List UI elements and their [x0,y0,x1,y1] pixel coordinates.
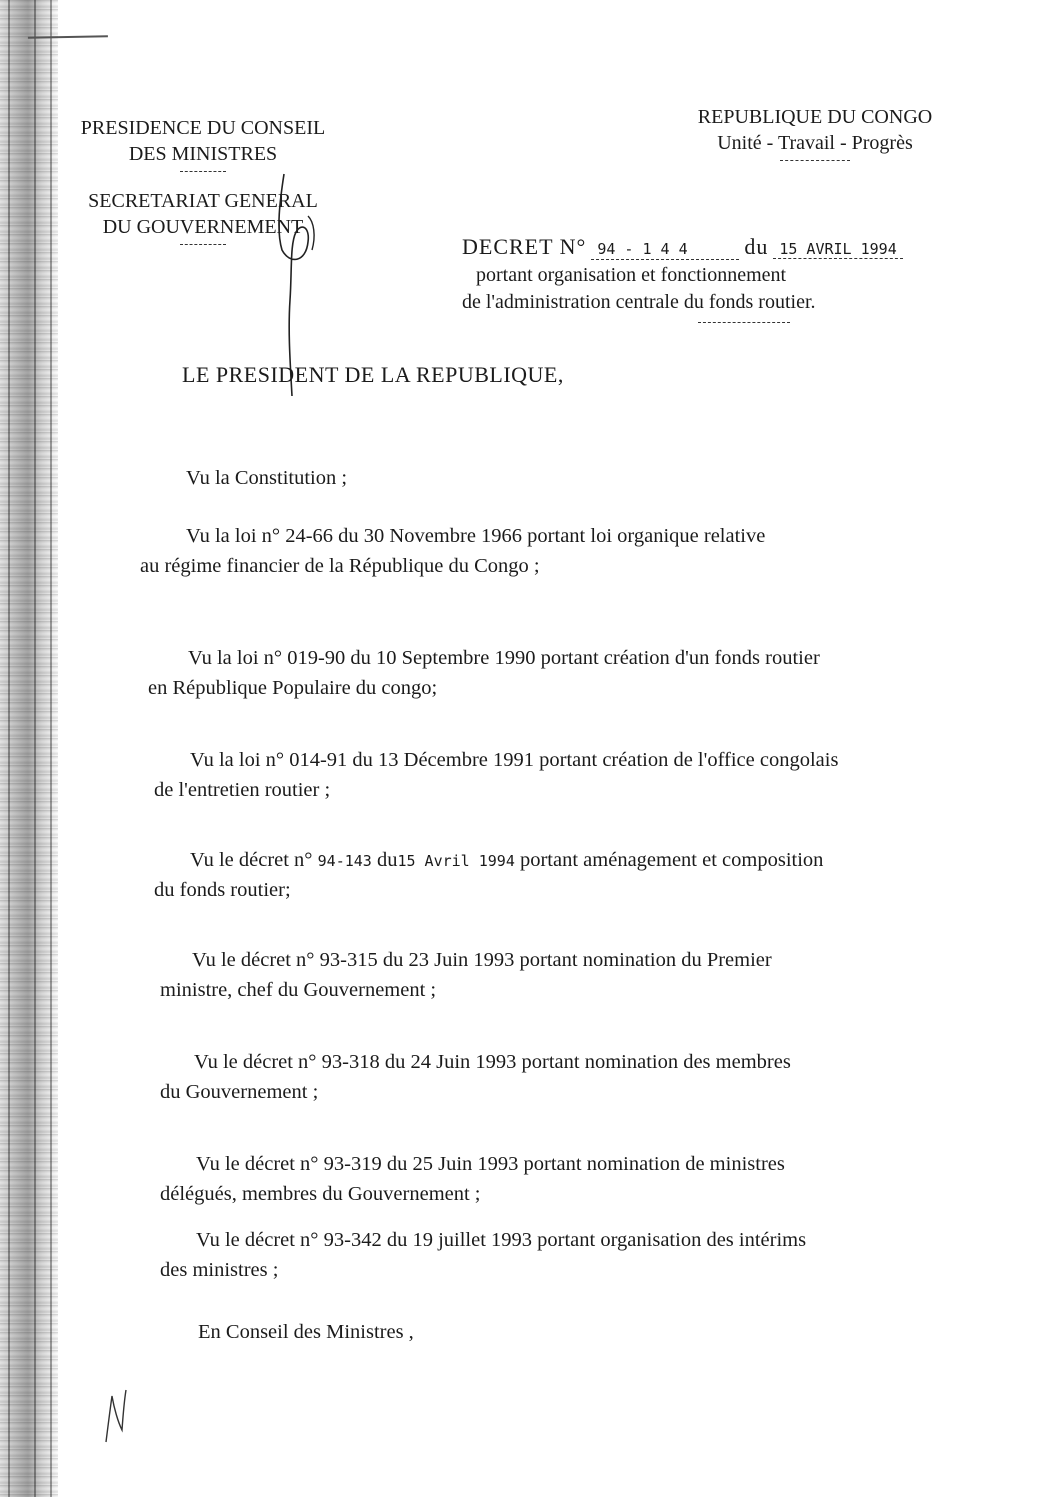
visa-line: du fonds routier; [154,878,291,901]
visa-decret-93-318 [158,1048,978,1107]
visa-line: Vu la loi n° 014-91 du 13 Décembre 1991 portant création de l'office congolais [190,749,839,771]
visa-text: Vu le décret n° [190,849,313,871]
header-presidence [44,115,362,178]
visa-line: Vu la Constitution ; [186,467,348,489]
visa-line: Vu le décret n° 93-315 du 23 Juin 1993 portant nomination du Premier [192,949,772,971]
separator [180,244,226,251]
visa-line: en République Populaire du congo; [148,676,438,699]
closing-line: En Conseil des Ministres , [198,1321,414,1343]
decree-label: DECRET N° [462,234,587,259]
visa-loi-24-66 [140,522,960,581]
decree-heading [462,232,982,325]
visa-line: Vu la loi n° 019-90 du 10 Septembre 1990 portant création d'un fonds routier [188,647,820,669]
header-left-line-1: PRESIDENCE DU CONSEIL [80,117,326,139]
visa-loi-019-90 [140,644,960,703]
visa-decret-93-319 [158,1150,978,1209]
separator [780,160,850,167]
visa-text: portant aménagement et composition [519,849,824,871]
visa-line: de l'entretien routier ; [154,778,331,801]
visa-decree-number: 94-143 [317,852,372,870]
scan-line [34,0,36,1497]
visa-line: Vu le décret n° 93-318 du 24 Juin 1993 portant nomination des membres [194,1051,791,1073]
visa-text: du [376,849,398,871]
visa-decree-date: 15 Avril 1994 [397,852,515,870]
handwritten-initial [100,1386,130,1446]
visa-loi-014-91 [150,746,970,805]
decree-number: 94 - 1 4 4 [591,239,739,260]
header-left-line-2: DES MINISTRES [128,143,278,165]
visa-line: au régime financier de la République du Congo ; [140,554,540,577]
decree-subject-line-2: de l'administration centrale du fonds routier. [462,291,816,313]
visa-decret-94-143 [150,846,970,905]
visa-constitution [186,464,1006,494]
decree-date: 15 AVRIL 1994 [773,240,902,259]
scan-corner-mark [28,35,108,48]
scan-line [8,0,10,1497]
header-left-line-4: DU GOUVERNEMENT [102,216,304,238]
visa-line: Vu le décret n° 93-342 du 19 juillet 1993 portant organisation des intérims [196,1229,807,1251]
visa-line: ministre, chef du Gouvernement ; [160,978,437,1001]
visa-decret-93-342 [158,1226,978,1285]
visa-decret-93-315 [158,946,978,1005]
visa-line: du Gouvernement ; [160,1080,319,1103]
visa-line: Vu le décret n° 93-319 du 25 Juin 1993 portant nomination de ministres [196,1153,785,1175]
president-heading: LE PRESIDENT DE LA REPUBLIQUE, [182,362,564,387]
decree-du: du [744,234,769,259]
separator [698,322,790,325]
visa-line: Vu la loi n° 24-66 du 30 Novembre 1966 portant loi organique relative [186,525,766,547]
visa-line: des ministres ; [160,1258,279,1281]
header-right-line-1: REPUBLIQUE DU CONGO [697,106,933,128]
header-left-line-3: SECRETARIAT GENERAL [88,190,318,212]
decree-subject-line-1: portant organisation et fonctionnement [476,264,787,286]
separator [180,171,226,178]
header-right-line-2: Unité - Travail - Progrès [717,132,913,154]
visa-line: délégués, membres du Gouvernement ; [160,1182,481,1205]
header-republique [632,104,998,167]
